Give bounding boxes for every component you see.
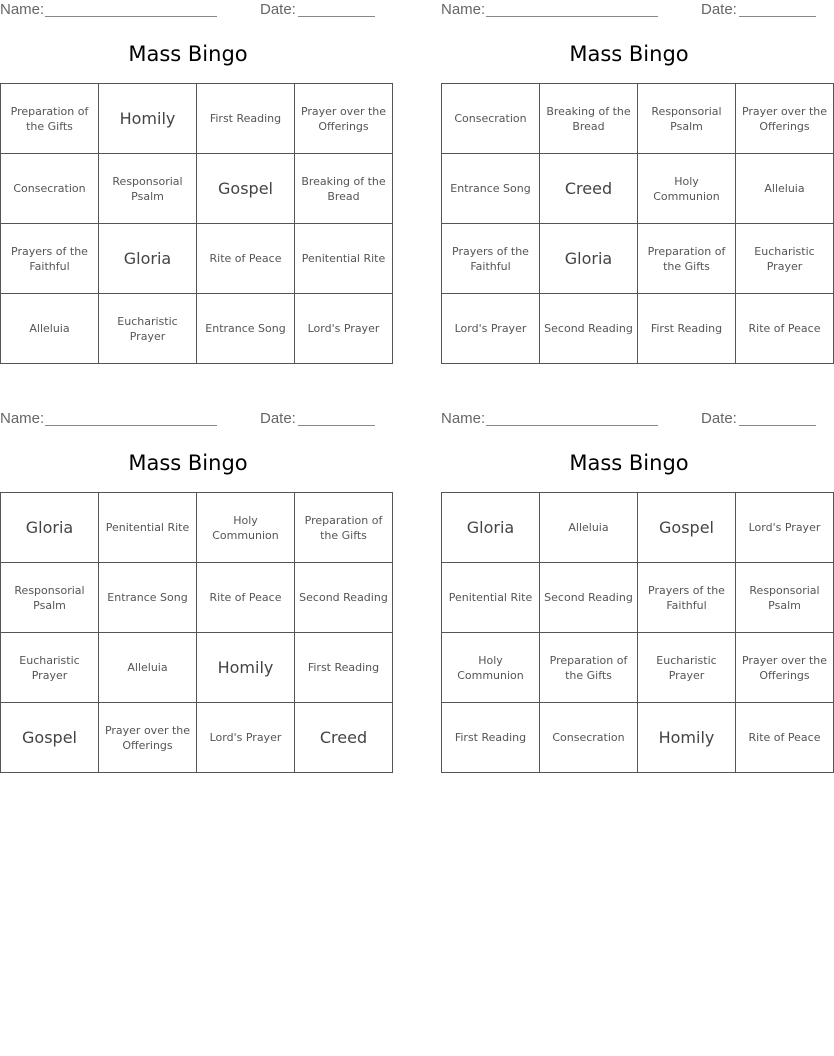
- bingo-cell: Entrance Song: [197, 294, 295, 364]
- name-blank-line: [486, 16, 658, 17]
- bingo-cell: Consecration: [1, 154, 99, 224]
- name-blank-line: [486, 425, 658, 426]
- name-blank-line: [45, 425, 217, 426]
- name-label: Name:: [0, 410, 45, 427]
- card-title: Mass Bingo: [569, 451, 689, 475]
- bingo-cell: Preparation of the Gifts: [540, 633, 638, 703]
- bingo-cell: Gloria: [442, 493, 540, 563]
- bingo-cell: Rite of Peace: [736, 294, 834, 364]
- bingo-cell: Eucharistic Prayer: [99, 294, 197, 364]
- date-blank-line: [739, 16, 816, 17]
- bingo-cell: Breaking of the Bread: [295, 154, 393, 224]
- bingo-card-3: [0, 409, 388, 779]
- card-header: [441, 1, 817, 21]
- grid-row: [1, 633, 393, 703]
- bingo-cell: Homily: [197, 633, 295, 703]
- bingo-cell: Alleluia: [99, 633, 197, 703]
- bingo-card-1: [0, 0, 387, 370]
- bingo-card-4: [441, 409, 828, 779]
- bingo-cell: Alleluia: [736, 154, 834, 224]
- bingo-cell: Prayer over the Offerings: [736, 633, 834, 703]
- bingo-card-2: [441, 0, 828, 370]
- grid-row: [1, 294, 393, 364]
- bingo-cell: Preparation of the Gifts: [638, 224, 736, 294]
- grid-row: [1, 493, 393, 563]
- grid-row: [442, 493, 834, 563]
- date-blank-line: [298, 425, 375, 426]
- bingo-cell: Consecration: [442, 84, 540, 154]
- bingo-cell: Prayers of the Faithful: [1, 224, 99, 294]
- date-blank-line: [298, 16, 375, 17]
- date-label: Date:: [260, 1, 296, 18]
- grid-row: [1, 703, 393, 773]
- bingo-cell: Gospel: [638, 493, 736, 563]
- bingo-cell: Homily: [638, 703, 736, 773]
- grid-row: [1, 224, 393, 294]
- grid-row: [1, 154, 393, 224]
- bingo-cell: Rite of Peace: [197, 563, 295, 633]
- bingo-cell: First Reading: [197, 84, 295, 154]
- bingo-grid: [441, 83, 834, 364]
- grid-row: [442, 563, 834, 633]
- name-label: Name:: [441, 1, 486, 18]
- date-blank-line: [739, 425, 816, 426]
- bingo-cell: Creed: [295, 703, 393, 773]
- bingo-cell: Eucharistic Prayer: [638, 633, 736, 703]
- bingo-cell: Alleluia: [1, 294, 99, 364]
- bingo-cell: Holy Communion: [197, 493, 295, 563]
- bingo-cell: Preparation of the Gifts: [295, 493, 393, 563]
- bingo-cell: Entrance Song: [99, 563, 197, 633]
- bingo-cell: Rite of Peace: [197, 224, 295, 294]
- bingo-cell: Alleluia: [540, 493, 638, 563]
- bingo-cell: Lord's Prayer: [295, 294, 393, 364]
- bingo-cell: Gospel: [197, 154, 295, 224]
- grid-row: [1, 84, 393, 154]
- card-header: [0, 410, 376, 430]
- date-label: Date:: [260, 410, 296, 427]
- grid-row: [442, 154, 834, 224]
- bingo-cell: Creed: [540, 154, 638, 224]
- grid-row: [442, 294, 834, 364]
- bingo-cell: Penitential Rite: [99, 493, 197, 563]
- bingo-cell: First Reading: [638, 294, 736, 364]
- bingo-cell: Lord's Prayer: [197, 703, 295, 773]
- grid-row: [442, 703, 834, 773]
- bingo-cell: Gloria: [540, 224, 638, 294]
- bingo-cell: Lord's Prayer: [442, 294, 540, 364]
- bingo-cell: First Reading: [442, 703, 540, 773]
- bingo-cell: Penitential Rite: [442, 563, 540, 633]
- bingo-cell: Prayers of the Faithful: [638, 563, 736, 633]
- name-label: Name:: [441, 410, 486, 427]
- bingo-cell: Homily: [99, 84, 197, 154]
- bingo-cell: Prayer over the Offerings: [99, 703, 197, 773]
- card-title: Mass Bingo: [569, 42, 689, 66]
- card-title: Mass Bingo: [128, 451, 248, 475]
- bingo-cell: Gloria: [1, 493, 99, 563]
- bingo-cell: Responsorial Psalm: [638, 84, 736, 154]
- bingo-cell: Holy Communion: [638, 154, 736, 224]
- bingo-cell: First Reading: [295, 633, 393, 703]
- bingo-cell: Responsorial Psalm: [736, 563, 834, 633]
- card-title: Mass Bingo: [128, 42, 248, 66]
- bingo-cell: Rite of Peace: [736, 703, 834, 773]
- card-header: [441, 410, 817, 430]
- name-blank-line: [45, 16, 217, 17]
- bingo-cell: Second Reading: [540, 563, 638, 633]
- bingo-grid: [441, 492, 834, 773]
- bingo-cell: Responsorial Psalm: [1, 563, 99, 633]
- bingo-cell: Breaking of the Bread: [540, 84, 638, 154]
- bingo-cell: Holy Communion: [442, 633, 540, 703]
- bingo-grid: [0, 83, 393, 364]
- bingo-cell: Second Reading: [295, 563, 393, 633]
- grid-row: [1, 563, 393, 633]
- bingo-cell: Prayers of the Faithful: [442, 224, 540, 294]
- bingo-cell: Penitential Rite: [295, 224, 393, 294]
- bingo-cell: Consecration: [540, 703, 638, 773]
- bingo-cell: Entrance Song: [442, 154, 540, 224]
- bingo-cell: Prayer over the Offerings: [295, 84, 393, 154]
- grid-row: [442, 84, 834, 154]
- bingo-cell: Gloria: [99, 224, 197, 294]
- grid-row: [442, 224, 834, 294]
- bingo-cell: Second Reading: [540, 294, 638, 364]
- bingo-cell: Prayer over the Offerings: [736, 84, 834, 154]
- card-header: [0, 1, 376, 21]
- name-label: Name:: [0, 1, 45, 18]
- bingo-cell: Eucharistic Prayer: [736, 224, 834, 294]
- bingo-cell: Lord's Prayer: [736, 493, 834, 563]
- date-label: Date:: [701, 1, 737, 18]
- bingo-cell: Eucharistic Prayer: [1, 633, 99, 703]
- grid-row: [442, 633, 834, 703]
- bingo-grid: [0, 492, 393, 773]
- date-label: Date:: [701, 410, 737, 427]
- bingo-cell: Preparation of the Gifts: [1, 84, 99, 154]
- bingo-cell: Gospel: [1, 703, 99, 773]
- bingo-cell: Responsorial Psalm: [99, 154, 197, 224]
